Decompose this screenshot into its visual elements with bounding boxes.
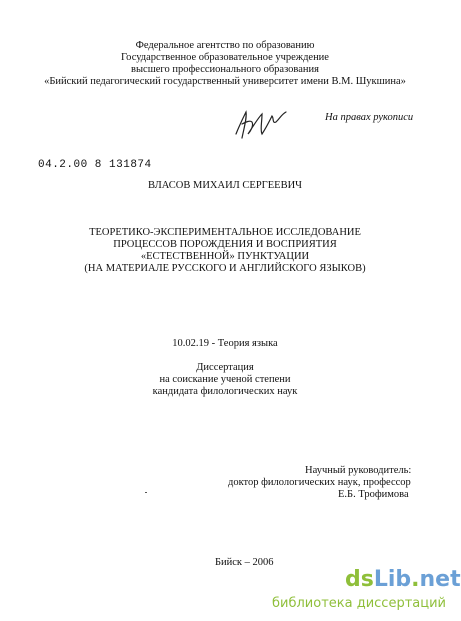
dissertation-title	[0, 227, 450, 275]
supervisor-block	[228, 465, 411, 501]
specialty-code: 10.02.19 - Теория языка	[172, 338, 278, 349]
dissertation-info	[0, 362, 450, 398]
watermark-logo-ds: ds	[345, 567, 374, 592]
watermark-logo-dot: .	[411, 567, 420, 592]
city-year: Бийск – 2006	[215, 557, 274, 568]
header-line-education: высшего профессионального образования	[131, 64, 319, 75]
dissertation-line: на соискание ученой степени	[159, 374, 291, 385]
manuscript-note: На правах рукописи	[325, 112, 414, 123]
scan-speck	[145, 492, 147, 493]
watermark-logo-lib: Lib	[373, 567, 412, 592]
watermark-logo-net: net	[419, 567, 461, 592]
title-line: «ЕСТЕСТВЕННОЙ» ПУНКТУАЦИИ	[140, 251, 310, 262]
header-line-agency: Федеральное агентство по образованию	[135, 40, 315, 51]
title-line: ПРОЦЕССОВ ПОРОЖДЕНИЯ И ВОСПРИЯТИЯ	[113, 239, 337, 250]
supervisor-heading: Научный руководитель:	[305, 465, 412, 476]
dissertation-line: Диссертация	[196, 362, 254, 373]
supervisor-name: Е.Б. Трофимова	[338, 489, 409, 500]
header-line-institution: Государственное образовательное учреждение	[121, 52, 329, 63]
dissertation-line: кандидата филологических наук	[152, 386, 298, 397]
title-line: ТЕОРЕТИКО-ЭКСПЕРИМЕНТАЛЬНОЕ ИССЛЕДОВАНИЕ	[89, 227, 361, 238]
title-line: (НА МАТЕРИАЛЕ РУССКОГО И АНГЛИЙСКОГО ЯЗЫКОВ)	[84, 263, 366, 274]
supervisor-degree: доктор филологических наук, профессор	[228, 477, 411, 488]
watermark-logo	[345, 568, 461, 592]
author-name: ВЛАСОВ МИХАИЛ СЕРГЕЕВИЧ	[148, 180, 302, 191]
signature-image	[232, 104, 292, 144]
institution-header	[0, 40, 450, 88]
header-line-university: «Бийский педагогический государственный университет имени В.М. Шукшина»	[44, 76, 406, 87]
watermark-tagline: библиотека диссертаций	[272, 596, 446, 611]
archive-number: 04.2.00 8 131874	[38, 159, 152, 171]
